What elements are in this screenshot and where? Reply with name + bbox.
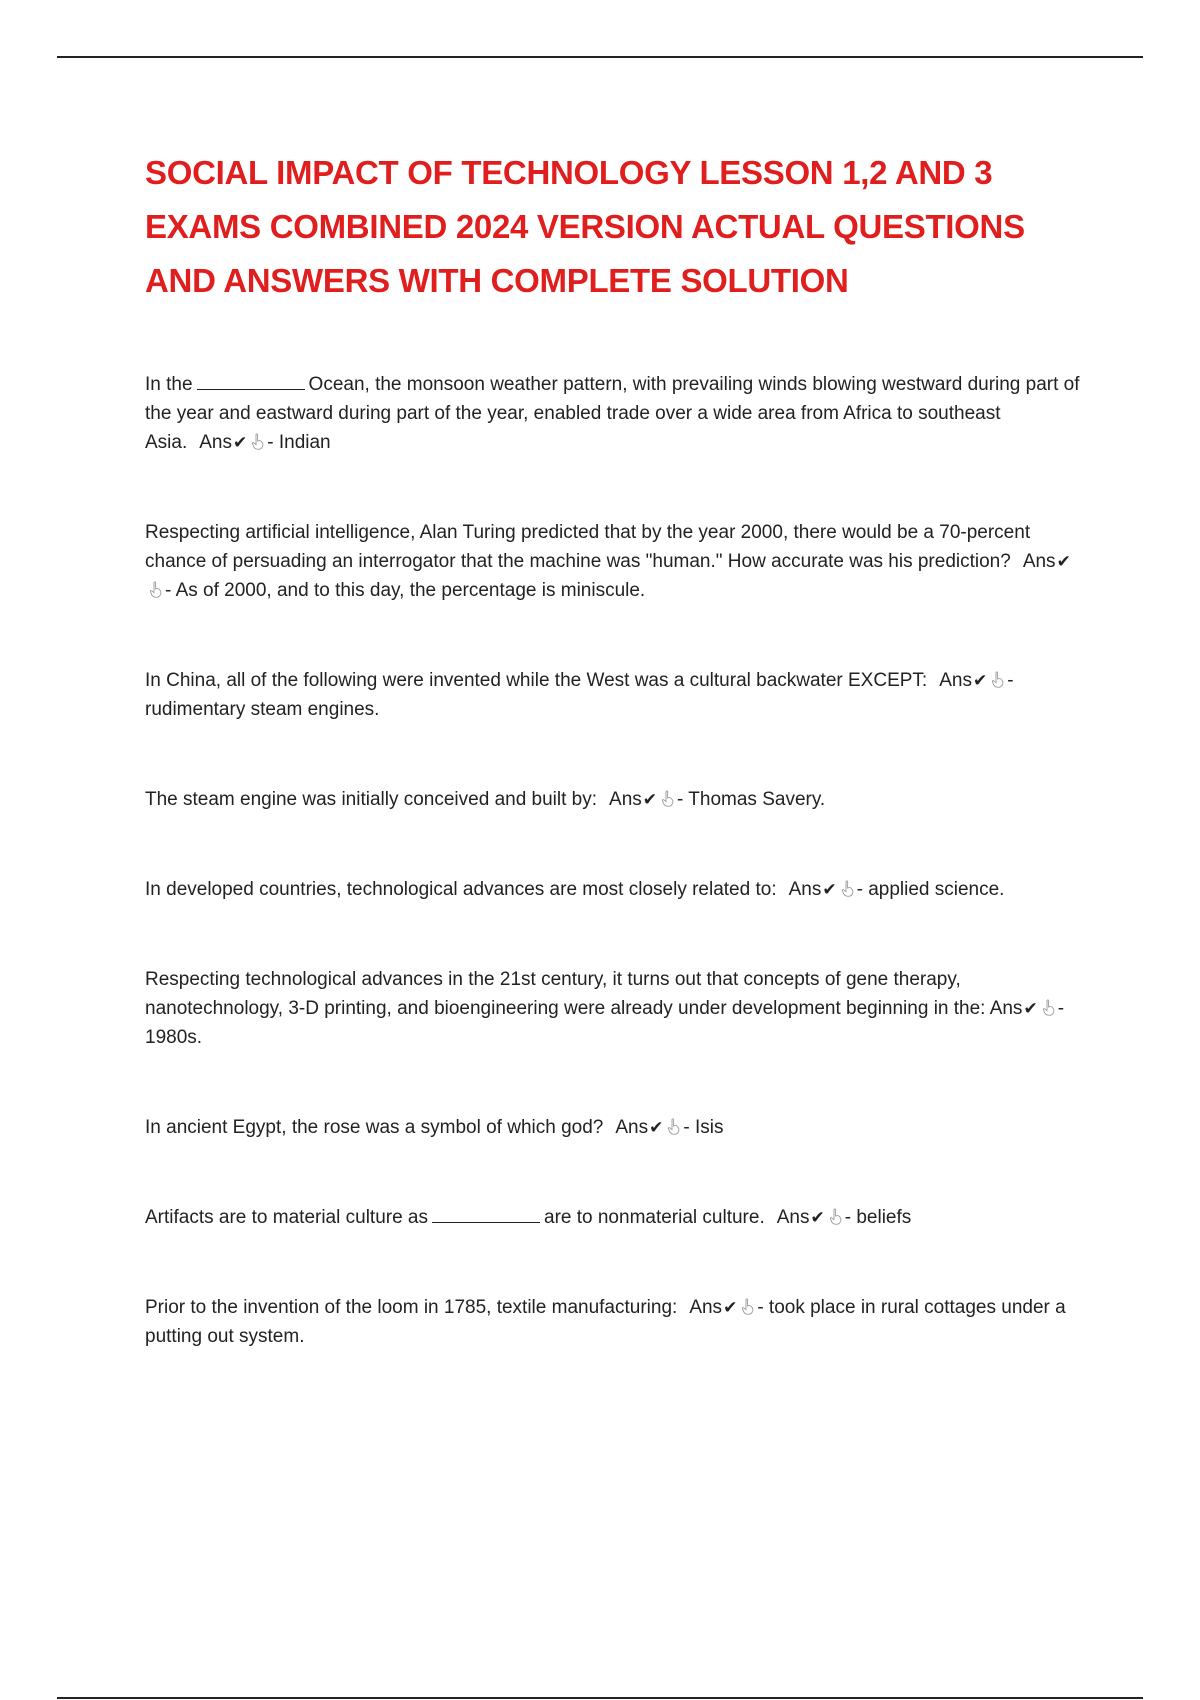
answer-text: 1980s. <box>145 1027 203 1048</box>
answer-separator: - <box>267 432 279 453</box>
pointing-hand-icon <box>991 671 1004 688</box>
answer-label: Ans <box>1022 551 1056 572</box>
pointing-hand-icon <box>841 880 854 897</box>
answer-separator: - <box>677 789 689 810</box>
question-item <box>145 370 1085 457</box>
question-text: In ancient Egypt, the rose was a symbol of which god? <box>145 1117 604 1138</box>
check-mark-icon: ✔ <box>649 1118 664 1137</box>
question-text: Respecting technological advances in the 21st century, it turns out that concepts of gene therapy, nanotechnology, 3-D printing, and bioengineering were already under development beginning in the: <box>145 969 986 1019</box>
answer-separator: - <box>856 879 869 900</box>
pointing-hand-icon <box>741 1298 754 1315</box>
question-text-continued: Ocean, the monsoon weather pattern, with prevailing winds blowing westward during part of the year and eastward during part of the year, enabled trade over a wide area from Africa to southeast Asia. <box>145 374 1085 453</box>
question-item <box>145 518 1085 605</box>
answer-label: Ans <box>615 1117 649 1138</box>
question-item <box>145 875 1085 904</box>
answer-text: rudimentary steam engines. <box>145 699 380 720</box>
answer-label: Ans <box>776 1207 810 1228</box>
answer-separator: - <box>683 1117 695 1138</box>
question-text: Artifacts are to material culture as <box>145 1207 428 1228</box>
answer-text: applied science. <box>868 879 1005 900</box>
document-title: SOCIAL IMPACT OF TECHNOLOGY LESSON 1,2 AND 3 EXAMS COMBINED 2024 VERSION ACTUAL QUESTIONS AND ANSWERS WITH COMPLETE SOLUTION <box>145 154 1025 299</box>
bottom-divider <box>57 1697 1143 1699</box>
pointing-hand-icon <box>829 1208 842 1225</box>
question-item <box>145 1113 1085 1142</box>
question-text: Prior to the invention of the loom in 1785, textile manufacturing: <box>145 1297 678 1318</box>
question-text: In the <box>145 374 193 395</box>
pointing-hand-icon <box>149 581 162 598</box>
answer-label: Ans <box>689 1297 723 1318</box>
fill-in-blank <box>432 1207 540 1223</box>
answer-text: As of 2000, and to this day, the percentage is miniscule. <box>175 580 646 601</box>
answer-label: Ans <box>939 670 972 691</box>
question-item <box>145 1293 1085 1351</box>
answer-separator: - <box>165 580 176 601</box>
check-mark-icon: ✔ <box>1023 999 1038 1018</box>
answer-label: Ans <box>609 789 642 810</box>
question-list <box>145 370 1085 1351</box>
answer-text: Isis <box>694 1117 724 1138</box>
pointing-hand-icon <box>251 433 264 450</box>
check-mark-icon: ✔ <box>822 880 837 899</box>
fill-in-blank <box>197 374 305 390</box>
question-item <box>145 666 1085 724</box>
top-divider <box>57 56 1143 58</box>
question-text-continued: are to nonmaterial culture. <box>544 1207 765 1228</box>
answer-text: Thomas Savery. <box>688 789 826 810</box>
pointing-hand-icon <box>1042 999 1055 1016</box>
check-mark-icon: ✔ <box>810 1208 825 1227</box>
check-mark-icon: ✔ <box>723 1298 738 1317</box>
answer-separator: - <box>1057 998 1070 1019</box>
answer-text: beliefs <box>856 1207 912 1228</box>
answer-label: Ans <box>989 998 1023 1019</box>
document-body <box>145 146 1085 1412</box>
question-item <box>145 965 1085 1052</box>
answer-separator: - <box>844 1207 857 1228</box>
answer-label: Ans <box>199 432 232 453</box>
pointing-hand-icon <box>661 790 674 807</box>
check-mark-icon: ✔ <box>1056 552 1071 571</box>
question-text: In China, all of the following were invented while the West was a cultural backwater EXCEPT: <box>145 670 928 691</box>
answer-separator: - <box>1007 670 1019 691</box>
question-item <box>145 785 1085 814</box>
answer-label: Ans <box>788 879 822 900</box>
check-mark-icon: ✔ <box>642 790 658 809</box>
answer-separator: - <box>757 1297 769 1318</box>
question-item <box>145 1203 1085 1232</box>
question-text: The steam engine was initially conceived and built by: <box>145 789 598 810</box>
question-text: In developed countries, technological advances are most closely related to: <box>145 879 777 900</box>
question-text: Respecting artificial intelligence, Alan Turing predicted that by the year 2000, there would be a 70-percent chance of persuading an interrogator that the machine was "human." How accurate was his prediction? <box>145 522 1036 572</box>
answer-text: took place in rural cottages under a putting out system. <box>145 1297 1071 1347</box>
pointing-hand-icon <box>667 1118 680 1135</box>
answer-text: Indian <box>278 432 331 453</box>
check-mark-icon: ✔ <box>233 433 248 452</box>
check-mark-icon: ✔ <box>972 671 988 690</box>
